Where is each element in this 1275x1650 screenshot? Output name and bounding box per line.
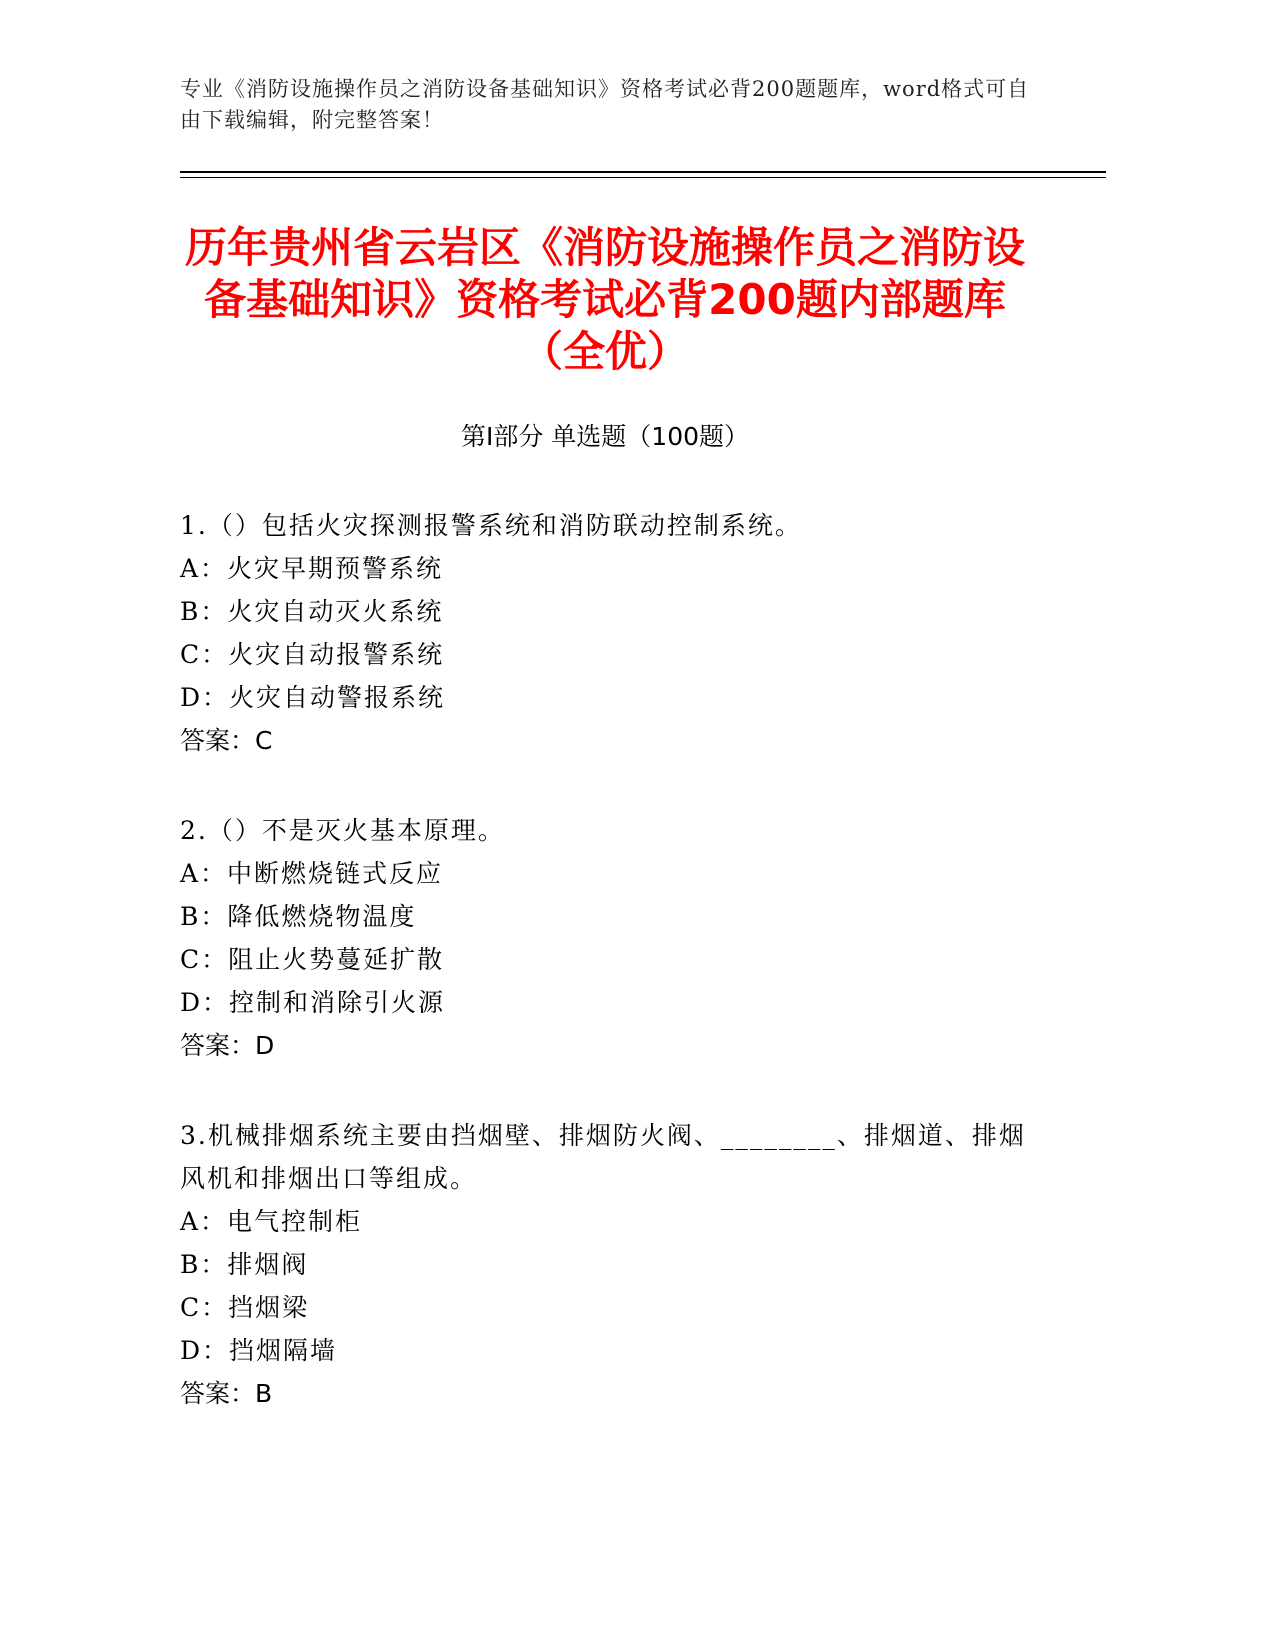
option-c: C：阻止火势蔓延扩散 [180,945,445,974]
option-d: D：控制和消除引火源 [180,988,446,1017]
header-divider-thin [180,177,1106,178]
option-b: B：排烟阀 [180,1250,309,1279]
answer: 答案：B [180,1379,273,1408]
document-title: 历年贵州省云岩区《消防设施操作员之消防设备基础知识》资格考试必背200题内部题库（全优） [184,223,1025,376]
answer: 答案：C [180,726,273,755]
option-a: A：火灾早期预警系统 [180,554,444,583]
option-d: D：挡烟隔墙 [180,1336,338,1365]
question-block [180,504,1050,763]
header-divider-thick [180,171,1106,173]
question-stem: 2.（）不是灭火基本原理。 [180,816,505,845]
section-heading: 第I部分 单选题（100题） [460,422,750,451]
option-a: A：中断燃烧链式反应 [180,859,444,888]
option-a: A：电气控制柜 [180,1207,363,1236]
answer: 答案：D [180,1031,275,1060]
question-stem: 3.机械排烟系统主要由挡烟壁、排烟防火阀、________、排烟道、排烟风机和排烟出口等组成。 [180,1121,1026,1193]
option-c: C：火灾自动报警系统 [180,640,445,669]
option-c: C：挡烟梁 [180,1293,310,1322]
question-block [180,809,1050,1068]
option-b: B：火灾自动灭火系统 [180,597,444,626]
header-note: 专业《消防设施操作员之消防设备基础知识》资格考试必背200题题库，word格式可自由下载编辑，附完整答案！ [180,77,1030,132]
question-stem: 1.（）包括火灾探测报警系统和消防联动控制系统。 [180,511,802,540]
option-d: D：火灾自动警报系统 [180,683,446,712]
question-block [180,1114,1050,1416]
option-b: B：降低燃烧物温度 [180,902,417,931]
